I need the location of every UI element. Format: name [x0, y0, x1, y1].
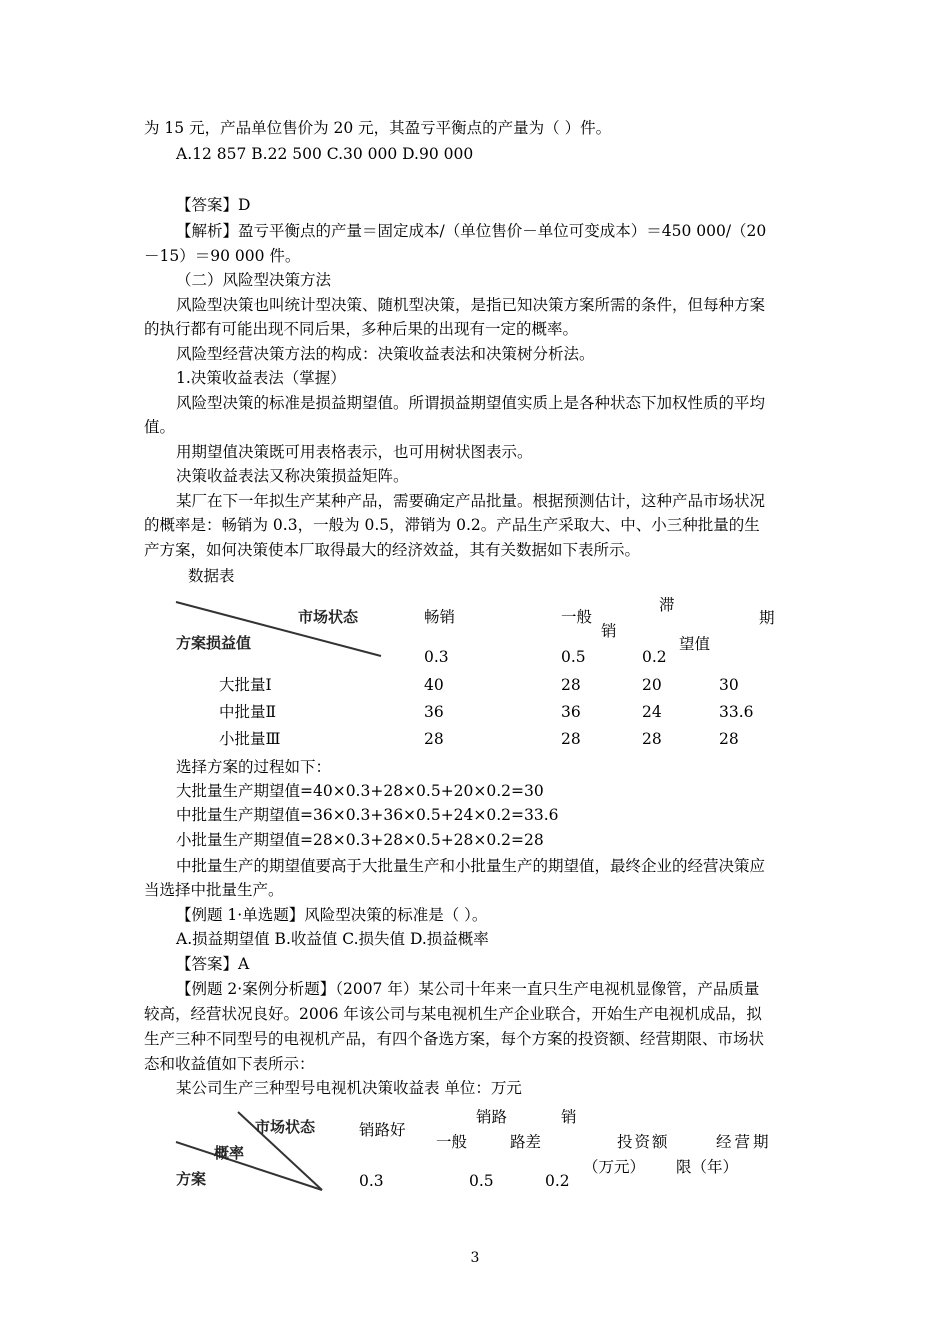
text-line: －15）＝90 000 件。	[144, 247, 301, 265]
text-line: 的执行都有可能出现不同后果，多种后果的出现有一定的概率。	[144, 320, 579, 338]
column-header: 望值	[679, 635, 711, 653]
probability-cell: 0.5	[561, 648, 586, 666]
formula-line: 小批量生产期望值=28×0.3+28×0.5+28×0.2=28	[176, 831, 544, 849]
table-cell: 28	[719, 730, 739, 748]
column-header: 销路好	[359, 1121, 406, 1139]
header-probability: 概率	[214, 1144, 245, 1162]
column-header: 滞	[659, 596, 675, 614]
text-line: 态和收益值如下表所示：	[144, 1055, 315, 1073]
column-header: 销	[561, 1108, 577, 1126]
text-line: A.12 857 B.22 500 C.30 000 D.90 000	[176, 145, 474, 163]
table-caption: 某公司生产三种型号电视机决策收益表 单位：万元	[176, 1079, 522, 1097]
header-market-state: 市场状态	[255, 1118, 316, 1136]
text-line: 选择方案的过程如下：	[176, 758, 332, 776]
table-cell: 28	[642, 730, 662, 748]
column-header: 经营期	[716, 1133, 772, 1151]
header-plan: 方案	[176, 1170, 207, 1188]
text-line: 用期望值决策既可用表格表示，也可用树状图表示。	[176, 443, 533, 461]
text-line: 决策收益表法又称决策损益矩阵。	[176, 467, 409, 485]
section-heading: （二）风险型决策方法	[176, 271, 332, 289]
column-header: 路差	[510, 1133, 542, 1151]
column-header: （万元）	[583, 1158, 646, 1176]
text-line: 【解析】盈亏平衡点的产量＝固定成本/（单位售价－单位可变成本）＝450 000/（20	[176, 222, 767, 240]
probability-cell: 0.5	[469, 1172, 494, 1190]
table-cell: 20	[642, 676, 662, 694]
text-line: 生产三种不同型号的电视机产品，有四个备选方案，每个方案的投资额、经营期限、市场状	[144, 1030, 765, 1048]
header-market-state: 市场状态	[298, 608, 359, 626]
text-line: 某厂在下一年拟生产某种产品，需要确定产品批量。根据预测估计，这种产品市场状况	[176, 492, 766, 510]
column-header: 销路	[476, 1108, 508, 1126]
example-question: 【例题 2·案例分析题】（2007 年）某公司十年来一直只生产电视机显像管，产品质量	[176, 980, 760, 998]
subsection-heading: 1.决策收益表法（掌握）	[176, 369, 346, 387]
column-header: 销	[601, 622, 617, 640]
probability-cell: 0.2	[642, 648, 667, 666]
row-label: 中批量Ⅱ	[219, 703, 277, 721]
column-header: 一般	[436, 1133, 468, 1151]
column-header: 期	[759, 609, 775, 627]
column-header: 畅销	[424, 608, 456, 626]
answer-label: 【答案】A	[176, 955, 250, 973]
row-label: 小批量Ⅲ	[219, 730, 281, 748]
table-cell: 28	[424, 730, 444, 748]
formula-line: 大批量生产期望值=40×0.3+28×0.5+20×0.2=30	[176, 782, 544, 800]
table-cell: 33.6	[719, 703, 754, 721]
probability-cell: 0.3	[424, 648, 449, 666]
text-line: 的概率是：畅销为 0.3，一般为 0.5，滞销为 0.2。产品生产采取大、中、小三种批量的生	[144, 516, 760, 534]
text-line: 风险型决策的标准是损益期望值。所谓损益期望值实质上是各种状态下加权性质的平均	[176, 394, 766, 412]
table-cell: 40	[424, 676, 444, 694]
probability-cell: 0.3	[359, 1172, 384, 1190]
text-line: 为 15 元，产品单位售价为 20 元，其盈亏平衡点的产量为（ ）件。	[144, 119, 612, 137]
table-cell: 28	[561, 676, 581, 694]
table-caption: 数据表	[188, 567, 235, 585]
column-header: 一般	[561, 608, 593, 626]
table-cell: 36	[561, 703, 581, 721]
probability-cell: 0.2	[545, 1172, 570, 1190]
row-label: 大批量Ⅰ	[219, 676, 272, 694]
table-cell: 30	[719, 676, 739, 694]
text-line: 较高，经营状况良好。2006 年该公司与某电视机生产企业联合，开始生产电视机成品，拟	[144, 1005, 762, 1023]
formula-line: 中批量生产期望值=36×0.3+36×0.5+24×0.2=33.6	[176, 806, 559, 824]
table-cell: 36	[424, 703, 444, 721]
text-line: 值。	[144, 418, 176, 436]
text-line: 风险型经营决策方法的构成：决策收益表法和决策树分析法。	[176, 345, 595, 363]
text-line: 中批量生产的期望值要高于大批量生产和小批量生产的期望值，最终企业的经营决策应	[176, 857, 766, 875]
table-cell: 28	[561, 730, 581, 748]
text-line: A.损益期望值 B.收益值 C.损失值 D.损益概率	[176, 930, 489, 948]
column-header: 投资额	[617, 1133, 670, 1151]
table-cell: 24	[642, 703, 662, 721]
text-line: 风险型决策也叫统计型决策、随机型决策，是指已知决策方案所需的条件，但每种方案	[176, 296, 766, 314]
example-question: 【例题 1·单选题】风险型决策的标准是（ ）。	[176, 906, 488, 924]
answer-label: 【答案】D	[176, 196, 251, 214]
page-number: 3	[470, 1250, 480, 1266]
text-line: 产方案，如何决策使本厂取得最大的经济效益，其有关数据如下表所示。	[144, 541, 641, 559]
text-line: 当选择中批量生产。	[144, 881, 284, 899]
column-header: 限（年）	[676, 1158, 739, 1176]
header-plan-value: 方案损益值	[176, 634, 252, 652]
